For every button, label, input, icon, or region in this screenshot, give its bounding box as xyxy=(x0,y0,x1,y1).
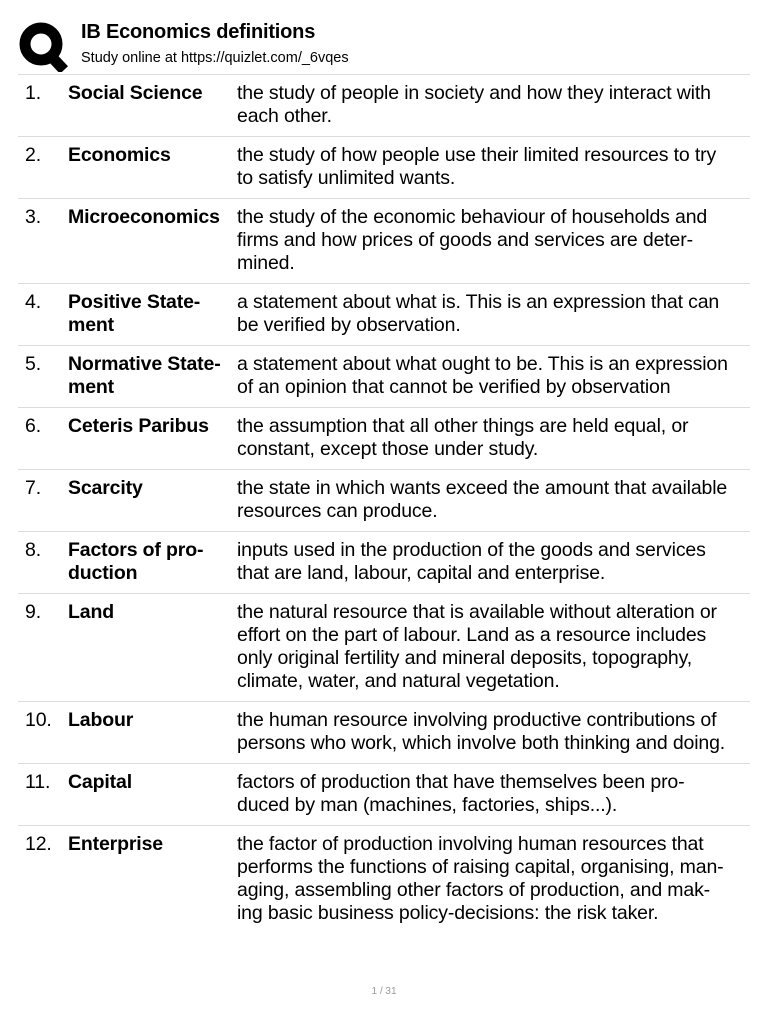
term-name: Capital xyxy=(68,771,132,793)
definition-row xyxy=(18,346,750,408)
definition-row xyxy=(18,284,750,346)
term-name: Land xyxy=(68,601,114,623)
term-name: Labour xyxy=(68,709,134,731)
term-name: Positive State- ment xyxy=(68,291,201,336)
term-name: Ceteris Paribus xyxy=(68,415,209,437)
row-number: 1. xyxy=(25,82,41,104)
document-title: IB Economics definitions xyxy=(81,21,316,43)
definition-row xyxy=(18,764,750,826)
row-number: 7. xyxy=(25,477,41,499)
definitions-list xyxy=(18,74,750,933)
term-definition: the study of the economic behaviour of households and firms and how prices of goods and services are deter- mined. xyxy=(237,206,708,274)
page-indicator: 1 / 31 xyxy=(371,986,397,997)
term-definition: the natural resource that is available without alteration or effort on the part of labour. Land as a resource includes only original fertility and mineral deposits, topography, climate, water, and natural vegetation. xyxy=(237,601,717,692)
row-number: 11. xyxy=(25,771,51,793)
row-number: 2. xyxy=(25,144,41,166)
term-definition: inputs used in the production of the goods and services that are land, labour, capital and enterprise. xyxy=(237,539,706,584)
term-definition: factors of production that have themselves been pro- duced by man (machines, factories, ships...). xyxy=(237,771,685,816)
term-name: Scarcity xyxy=(68,477,143,499)
row-number: 10. xyxy=(25,709,52,731)
row-number: 5. xyxy=(25,353,41,375)
term-name: Social Science xyxy=(68,82,203,104)
definition-row xyxy=(18,75,750,137)
term-name: Economics xyxy=(68,144,171,166)
definition-row xyxy=(18,408,750,470)
definition-row xyxy=(18,826,750,933)
term-definition: a statement about what is. This is an expression that can be verified by observation. xyxy=(237,291,720,336)
term-definition: the study of how people use their limited resources to try to satisfy unlimited wants. xyxy=(237,144,717,189)
term-definition: the human resource involving productive contributions of persons who work, which involve both thinking and doing. xyxy=(237,709,726,754)
term-name: Microeconomics xyxy=(68,206,220,228)
row-number: 8. xyxy=(25,539,41,561)
definition-row xyxy=(18,199,750,284)
row-number: 3. xyxy=(25,206,41,228)
row-number: 12. xyxy=(25,833,52,855)
term-definition: the study of people in society and how they interact with each other. xyxy=(237,82,711,127)
term-definition: the factor of production involving human resources that performs the functions of raising capital, organising, man- aging, assembling other factors of production, and mak- ing basic business policy-decisions: the risk taker. xyxy=(237,833,724,924)
definition-row xyxy=(18,470,750,532)
definition-row xyxy=(18,137,750,199)
row-number: 6. xyxy=(25,415,41,437)
row-number: 9. xyxy=(25,601,41,623)
definition-row xyxy=(18,702,750,764)
definition-row xyxy=(18,532,750,594)
term-name: Enterprise xyxy=(68,833,163,855)
document-subtitle: Study online at https://quizlet.com/_6vqes xyxy=(81,50,349,66)
term-definition: a statement about what ought to be. This is an expression of an opinion that cannot be verified by observation xyxy=(237,353,728,398)
term-definition: the assumption that all other things are held equal, or constant, except those under study. xyxy=(237,415,689,460)
definition-row xyxy=(18,594,750,702)
term-definition: the state in which wants exceed the amount that available resources can produce. xyxy=(237,477,728,522)
row-number: 4. xyxy=(25,291,41,313)
term-name: Normative State- ment xyxy=(68,353,221,398)
document-header xyxy=(18,20,750,72)
term-name: Factors of pro- duction xyxy=(68,539,204,584)
quizlet-q-logo-icon xyxy=(18,20,68,72)
